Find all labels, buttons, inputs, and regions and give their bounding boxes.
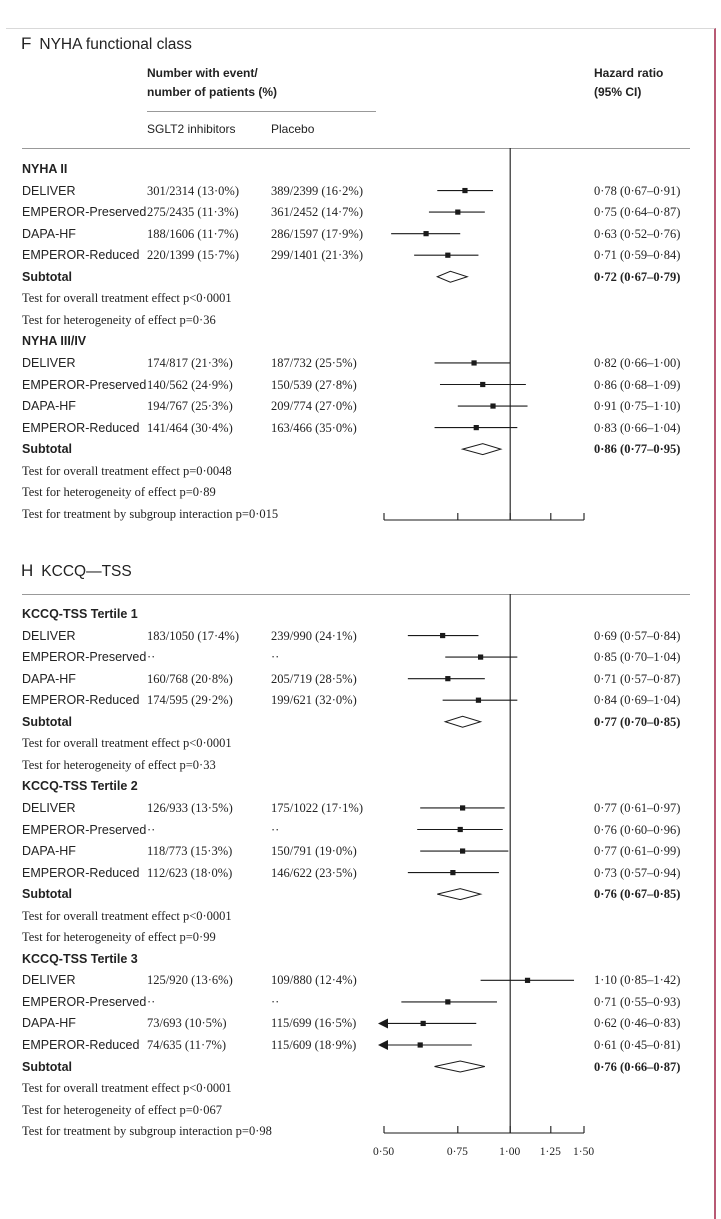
study-name: DAPA-HF xyxy=(22,844,76,859)
test-line: Test for heterogeneity of effect p=0·33 xyxy=(22,757,216,772)
row-deliver-point xyxy=(462,188,467,193)
subtotal-diamond xyxy=(437,271,467,282)
placebo-events: ·· xyxy=(271,822,280,837)
hazard-ratio-text: 0·73 (0·57–0·94) xyxy=(594,865,681,880)
subtotal-label: Subtotal xyxy=(22,442,72,457)
panel-letter: F xyxy=(21,34,32,53)
sglt2-events: ·· xyxy=(147,822,156,837)
group-label: KCCQ-TSS Tertile 3 xyxy=(22,951,138,966)
placebo-events: 187/732 (25·5%) xyxy=(271,355,357,370)
study-name: DELIVER xyxy=(22,628,76,643)
placebo-events: 150/791 (19·0%) xyxy=(271,844,357,859)
row-deliver-point xyxy=(525,978,530,983)
placebo-events: 109/880 (12·4%) xyxy=(271,973,357,988)
test-line: Test for heterogeneity of effect p=0·067 xyxy=(22,1102,222,1117)
study-name: EMPEROR-Reduced xyxy=(22,420,140,435)
row-emperor-reduced-point xyxy=(476,698,481,703)
sglt2-events: 140/562 (24·9%) xyxy=(147,377,233,392)
hazard-ratio-text: 0·91 (0·75–1·10) xyxy=(594,399,681,414)
subtotal-label: Subtotal xyxy=(22,887,72,902)
hazard-ratio-text: 0·83 (0·66–1·04) xyxy=(594,420,681,435)
hazard-ratio-text: 1·10 (0·85–1·42) xyxy=(594,973,681,988)
sglt2-events: ·· xyxy=(147,994,156,1009)
study-name: EMPEROR-Reduced xyxy=(22,248,140,263)
hazard-ratio-text: 0·77 (0·61–0·99) xyxy=(594,844,681,859)
placebo-events: 361/2452 (14·7%) xyxy=(271,205,363,220)
row-dapa-hf-point xyxy=(421,1021,426,1026)
test-line: Test for heterogeneity of effect p=0·99 xyxy=(22,930,216,945)
study-name: DELIVER xyxy=(22,800,76,815)
sglt2-events: 73/693 (10·5%) xyxy=(147,1016,227,1031)
placebo-events: 239/990 (24·1%) xyxy=(271,628,357,643)
sglt2-events: 194/767 (25·3%) xyxy=(147,399,233,414)
header-events-line2: number of patients (%) xyxy=(147,85,278,99)
placebo-events: 146/622 (23·5%) xyxy=(271,865,357,880)
hazard-ratio-text: 0·84 (0·69–1·04) xyxy=(594,693,681,708)
placebo-events: 286/1597 (17·9%) xyxy=(271,226,363,241)
sglt2-events: 301/2314 (13·0%) xyxy=(147,183,239,198)
hazard-ratio-text: 0·78 (0·67–0·91) xyxy=(594,183,681,198)
subtotal-diamond xyxy=(445,716,480,727)
subtotal-hazard-ratio: 0·72 (0·67–0·79) xyxy=(594,269,681,284)
subtotal-diamond xyxy=(437,889,480,900)
placebo-events: 175/1022 (17·1%) xyxy=(271,800,363,815)
header-events: Number with event/ xyxy=(147,66,258,80)
subtotal-label: Subtotal xyxy=(22,1059,72,1074)
sglt2-events: 220/1399 (15·7%) xyxy=(147,248,239,263)
hazard-ratio-text: 0·71 (0·57–0·87) xyxy=(594,671,681,686)
row-emperor-preserved-point xyxy=(480,382,485,387)
placebo-events: 150/539 (27·8%) xyxy=(271,377,357,392)
sglt2-events: 183/1050 (17·4%) xyxy=(147,628,239,643)
study-name: DAPA-HF xyxy=(22,671,76,686)
interaction-test: Test for treatment by subgroup interaction p=0·015 xyxy=(22,506,279,521)
x-tick-label: 1·50 xyxy=(573,1146,595,1158)
hazard-ratio-text: 0·61 (0·45–0·81) xyxy=(594,1038,681,1052)
subtotal-label: Subtotal xyxy=(22,269,72,284)
panel-title-text: KCCQ—TSS xyxy=(41,563,132,580)
study-name: EMPEROR-Preserved xyxy=(22,650,147,665)
header-hazard-ratio: Hazard ratio xyxy=(594,66,664,80)
test-line: Test for overall treatment effect p<0·0001 xyxy=(22,1081,232,1096)
group-label: KCCQ-TSS Tertile 1 xyxy=(22,607,138,621)
row-emperor-reduced-point xyxy=(445,253,450,258)
study-name: DAPA-HF xyxy=(22,1016,76,1031)
hazard-ratio-text: 0·85 (0·70–1·04) xyxy=(594,650,681,665)
placebo-events: 115/699 (16·5%) xyxy=(271,1016,357,1031)
sglt2-events: 188/1606 (11·7%) xyxy=(147,226,239,241)
subtotal-diamond xyxy=(463,444,501,455)
hazard-ratio-text: 0·86 (0·68–1·09) xyxy=(594,377,681,392)
hazard-ratio-text: 0·77 (0·61–0·97) xyxy=(594,800,681,815)
study-name: DELIVER xyxy=(22,355,76,370)
subtotal-diamond xyxy=(435,1061,485,1072)
row-dapa-hf-point xyxy=(460,848,465,853)
study-name: EMPEROR-Reduced xyxy=(22,1038,140,1052)
row-emperor-reduced-point xyxy=(474,425,479,430)
study-name: EMPEROR-Preserved xyxy=(22,205,147,220)
row-emperor-preserved-point xyxy=(478,655,483,660)
x-tick-label: 0·75 xyxy=(446,1146,468,1158)
study-name: EMPEROR-Preserved xyxy=(22,822,147,837)
row-emperor-reduced-point xyxy=(450,870,455,875)
sglt2-events: 174/817 (21·3%) xyxy=(147,355,233,370)
subtotal-label: Subtotal xyxy=(22,714,72,729)
row-emperor-reduced-point xyxy=(418,1042,423,1047)
study-name: EMPEROR-Reduced xyxy=(22,693,140,708)
test-line: Test for overall treatment effect p=0·0048 xyxy=(22,463,232,478)
row-dapa-hf-ci-arrow xyxy=(378,1018,388,1028)
sglt2-events: 112/623 (18·0%) xyxy=(147,865,233,880)
row-emperor-preserved-point xyxy=(458,827,463,832)
x-tick-label: 1·25 xyxy=(539,1146,561,1158)
hazard-ratio-text: 0·71 (0·59–0·84) xyxy=(594,248,681,263)
study-name: EMPEROR-Preserved xyxy=(22,994,147,1009)
hazard-ratio-text: 0·75 (0·64–0·87) xyxy=(594,205,681,220)
hazard-ratio-text: 0·76 (0·60–0·96) xyxy=(594,822,681,837)
group-label: KCCQ-TSS Tertile 2 xyxy=(22,779,138,794)
test-line: Test for overall treatment effect p<0·0001 xyxy=(22,736,232,751)
subtotal-hazard-ratio: 0·76 (0·66–0·87) xyxy=(594,1059,681,1074)
sglt2-events: 126/933 (13·5%) xyxy=(147,800,233,815)
hazard-ratio-text: 0·71 (0·55–0·93) xyxy=(594,994,681,1009)
study-name: DAPA-HF xyxy=(22,226,76,241)
hazard-ratio-text: 0·69 (0·57–0·84) xyxy=(594,628,681,643)
study-name: DELIVER xyxy=(22,183,76,198)
group-label: NYHA III/IV xyxy=(22,334,87,349)
placebo-events: 389/2399 (16·2%) xyxy=(271,183,363,198)
x-tick-label: 1·00 xyxy=(499,1146,521,1158)
hazard-ratio-text: 0·62 (0·46–0·83) xyxy=(594,1016,681,1031)
sglt2-events: 141/464 (30·4%) xyxy=(147,420,233,435)
header-hazard-ratio-ci: (95% CI) xyxy=(594,85,642,99)
subtotal-hazard-ratio: 0·77 (0·70–0·85) xyxy=(594,714,681,729)
row-dapa-hf-point xyxy=(490,403,495,408)
subtotal-hazard-ratio: 0·86 (0·77–0·95) xyxy=(594,442,681,457)
placebo-events: 199/621 (32·0%) xyxy=(271,693,357,708)
placebo-events: ·· xyxy=(271,650,280,665)
sglt2-events: 74/635 (11·7%) xyxy=(147,1038,227,1052)
test-line: Test for overall treatment effect p<0·0001 xyxy=(22,291,232,306)
test-line: Test for heterogeneity of effect p=0·89 xyxy=(22,485,216,500)
sglt2-events: ·· xyxy=(147,650,156,665)
placebo-events: 163/466 (35·0%) xyxy=(271,420,357,435)
interaction-test: Test for treatment by subgroup interaction p=0·98 xyxy=(22,1124,272,1139)
placebo-events: 115/609 (18·9%) xyxy=(271,1038,357,1052)
placebo-events: ·· xyxy=(271,994,280,1009)
study-name: EMPEROR-Preserved xyxy=(22,377,147,392)
sglt2-events: 125/920 (13·6%) xyxy=(147,973,233,988)
panel-title-text: NYHA functional class xyxy=(39,36,192,53)
subtotal-hazard-ratio: 0·76 (0·67–0·85) xyxy=(594,887,681,902)
sglt2-events: 118/773 (15·3%) xyxy=(147,844,233,859)
group-label: NYHA II xyxy=(22,162,68,176)
study-name: EMPEROR-Reduced xyxy=(22,865,140,880)
row-emperor-preserved-point xyxy=(455,210,460,215)
hazard-ratio-text: 0·63 (0·52–0·76) xyxy=(594,226,681,241)
test-line: Test for overall treatment effect p<0·0001 xyxy=(22,908,232,923)
sglt2-events: 275/2435 (11·3%) xyxy=(147,205,239,220)
row-dapa-hf-point xyxy=(445,676,450,681)
sglt2-events: 160/768 (20·8%) xyxy=(147,671,233,686)
hazard-ratio-text: 0·82 (0·66–1·00) xyxy=(594,355,681,370)
row-emperor-preserved-point xyxy=(445,999,450,1004)
study-name: DELIVER xyxy=(22,973,76,988)
row-dapa-hf-point xyxy=(423,231,428,236)
x-tick-label: 0·50 xyxy=(373,1146,395,1158)
column-header-sglt2: SGLT2 inhibitors xyxy=(147,122,236,136)
panel-letter: H xyxy=(21,561,34,580)
study-name: DAPA-HF xyxy=(22,399,76,414)
placebo-events: 299/1401 (21·3%) xyxy=(271,248,363,263)
row-deliver-point xyxy=(440,633,445,638)
placebo-events: 205/719 (28·5%) xyxy=(271,671,357,686)
row-deliver-point xyxy=(460,805,465,810)
column-header-placebo: Placebo xyxy=(271,122,315,136)
row-emperor-reduced-ci-arrow xyxy=(378,1040,388,1050)
test-line: Test for heterogeneity of effect p=0·36 xyxy=(22,312,216,327)
sglt2-events: 174/595 (29·2%) xyxy=(147,693,233,708)
row-deliver-point xyxy=(471,360,476,365)
placebo-events: 209/774 (27·0%) xyxy=(271,399,357,414)
